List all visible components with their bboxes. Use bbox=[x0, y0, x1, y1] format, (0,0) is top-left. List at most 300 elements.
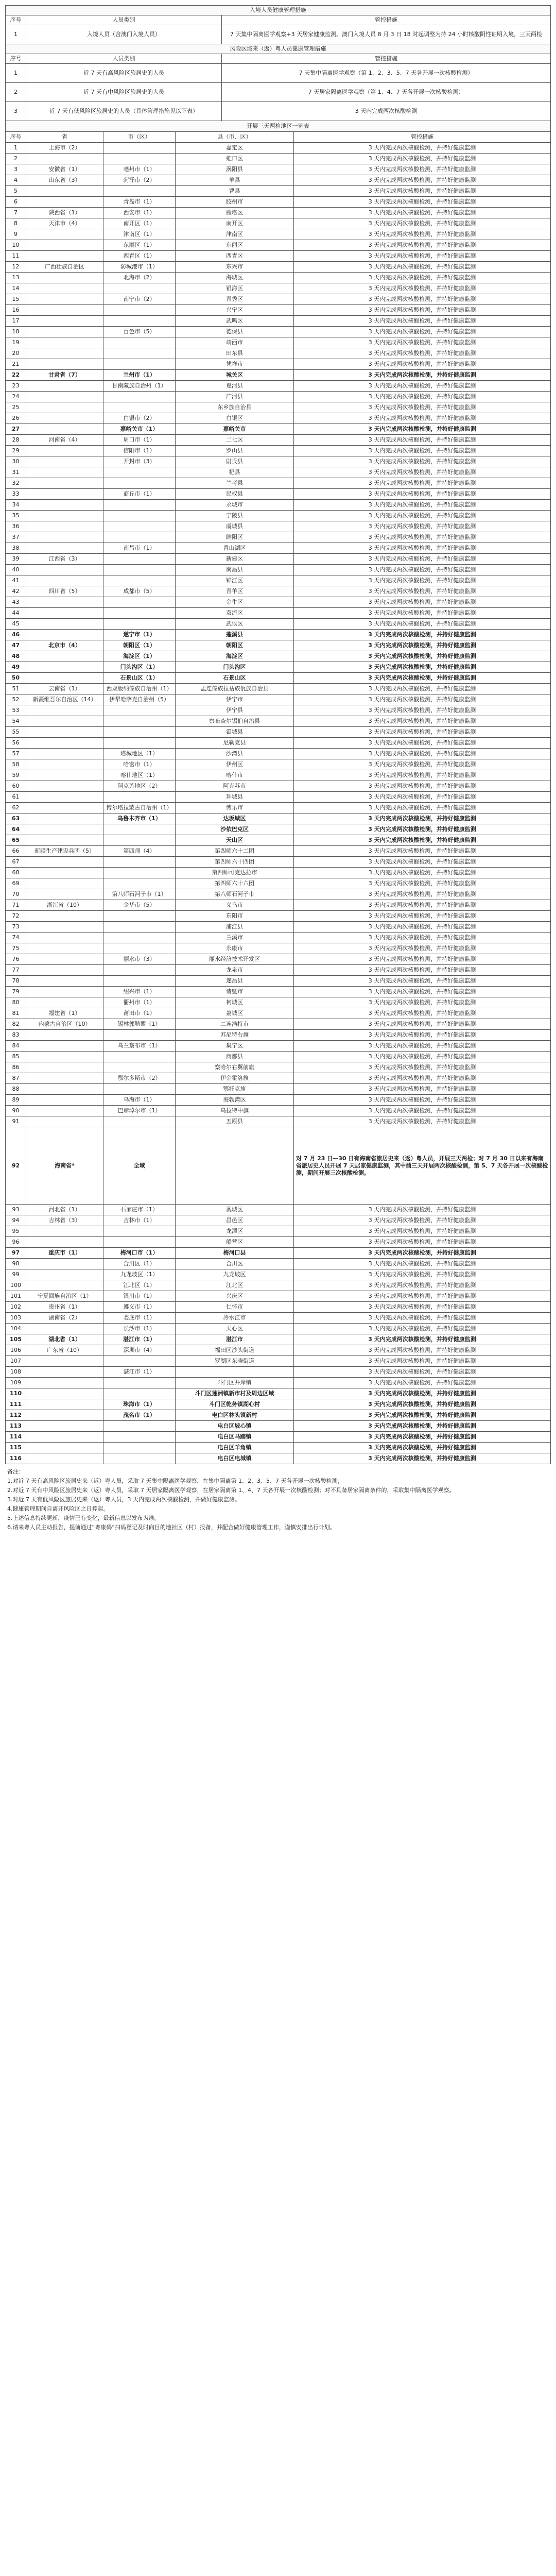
table-cell bbox=[26, 987, 103, 997]
table-row bbox=[6, 1106, 551, 1116]
table-cell bbox=[103, 1062, 176, 1073]
table-cell bbox=[26, 630, 103, 640]
table-cell bbox=[26, 511, 103, 521]
measure-cell: 3 天内完成两次核酸检测，并持好健康监测 bbox=[294, 381, 551, 392]
measure-cell: 3 天内完成两次核酸检测，并持好健康监测 bbox=[294, 1259, 551, 1269]
table-cell bbox=[176, 1367, 294, 1378]
table-cell: 单县 bbox=[176, 175, 294, 186]
table-cell bbox=[26, 705, 103, 716]
table-cell: 90 bbox=[6, 1106, 26, 1116]
table-cell: 47 bbox=[6, 640, 26, 651]
measure-cell: 3 天内完成两次核酸检测，并持好健康监测 bbox=[294, 1302, 551, 1313]
table-cell: 84 bbox=[6, 1041, 26, 1052]
measure-cell: 3 天内完成两次核酸检测，并持好健康监测 bbox=[294, 511, 551, 521]
table-row bbox=[6, 1019, 551, 1030]
table-cell bbox=[26, 500, 103, 511]
measure-cell: 3 天内完成两次核酸检测，并持好健康监测 bbox=[294, 900, 551, 911]
table-cell: 71 bbox=[6, 900, 26, 911]
table-row bbox=[6, 749, 551, 759]
table-cell bbox=[103, 1030, 176, 1041]
table-cell: 重庆市（1） bbox=[26, 1248, 103, 1259]
measure-cell: 3 天内完成两次核酸检测，并持好健康监测 bbox=[294, 1008, 551, 1019]
table-cell bbox=[103, 976, 176, 987]
table-cell: 95 bbox=[6, 1226, 26, 1237]
table-cell: 106 bbox=[6, 1345, 26, 1356]
table-cell: 电白区羊角镇 bbox=[176, 1443, 294, 1453]
table-cell: 72 bbox=[6, 911, 26, 922]
table-cell: 101 bbox=[6, 1291, 26, 1302]
table-row bbox=[6, 727, 551, 738]
measure-cell: 3 天内完成两次核酸检测，并持好健康监测 bbox=[294, 1345, 551, 1356]
table-cell: 石景山区（1） bbox=[103, 673, 176, 684]
table-cell: 博乐市 bbox=[176, 803, 294, 814]
table-row bbox=[6, 240, 551, 251]
measure-cell: 3 天内完成两次核酸检测，并持好健康监测 bbox=[294, 684, 551, 694]
table-row bbox=[6, 1116, 551, 1127]
table-row bbox=[6, 251, 551, 262]
measure-cell: 3 天内完成两次核酸检测，并持好健康监测 bbox=[294, 1205, 551, 1215]
measure-cell: 3 天内完成两次核酸检测，并持好健康监测 bbox=[294, 337, 551, 348]
table-row bbox=[6, 1432, 551, 1443]
table-cell: 苏尼特右旗 bbox=[176, 1030, 294, 1041]
table-cell bbox=[26, 662, 103, 673]
table-cell bbox=[26, 1073, 103, 1084]
measure-cell: 3 天内完成两次核酸检测，并持好健康监测 bbox=[294, 500, 551, 511]
table-cell: 海淀区 bbox=[176, 651, 294, 662]
table-cell: 64 bbox=[6, 824, 26, 835]
table-cell: 乌鲁木齐市（1） bbox=[103, 814, 176, 824]
table-row bbox=[6, 208, 551, 218]
table-cell: 38 bbox=[6, 543, 26, 554]
table-cell: 80 bbox=[6, 997, 26, 1008]
table-cell: 山东省（3） bbox=[26, 175, 103, 186]
measure-cell: 3 天内完成两次核酸检测，并持好健康监测 bbox=[294, 1215, 551, 1226]
table-cell: 伊犁哈萨克自治州（5） bbox=[103, 694, 176, 705]
table-cell: 朝阳区 bbox=[176, 640, 294, 651]
table-cell: 3 bbox=[6, 164, 26, 175]
table-row bbox=[6, 1367, 551, 1378]
table-cell: 柯城区 bbox=[176, 997, 294, 1008]
table-cell: 船营区 bbox=[176, 1237, 294, 1248]
table-row bbox=[6, 554, 551, 565]
column-header: 管控措施 bbox=[222, 54, 551, 64]
table-cell: 53 bbox=[6, 705, 26, 716]
table-cell bbox=[103, 943, 176, 954]
table-cell bbox=[103, 933, 176, 943]
measure-cell: 3 天内完成两次核酸检测，并持好健康监测 bbox=[294, 305, 551, 316]
table-cell: 13 bbox=[6, 273, 26, 283]
table-row bbox=[6, 413, 551, 424]
table-cell: 12 bbox=[6, 262, 26, 273]
table-cell: 新建区 bbox=[176, 554, 294, 565]
measure-cell: 3 天内完成两次核酸检测，并持好健康监测 bbox=[294, 197, 551, 208]
table-cell: 青秀区 bbox=[176, 294, 294, 305]
table-cell: 四川省（5） bbox=[26, 586, 103, 597]
measure-cell: 3 天内完成两次核酸检测，并持好健康监测 bbox=[294, 1095, 551, 1106]
table-row bbox=[6, 803, 551, 814]
table-cell: 石景山区 bbox=[176, 673, 294, 684]
table-cell bbox=[103, 1226, 176, 1237]
table-cell bbox=[26, 283, 103, 294]
table-cell bbox=[26, 1062, 103, 1073]
table-row bbox=[6, 943, 551, 954]
table-row bbox=[6, 294, 551, 305]
table-cell: 斗门区莲洲镇新市村及周边区域 bbox=[176, 1388, 294, 1399]
measure-cell: 3 天内完成两次核酸检测，并持好健康监测 bbox=[294, 835, 551, 846]
table-cell bbox=[103, 143, 176, 154]
table-cell: 44 bbox=[6, 608, 26, 619]
table-row bbox=[6, 770, 551, 781]
table-cell bbox=[26, 943, 103, 954]
table-cell: 62 bbox=[6, 803, 26, 814]
table-cell: 沙依巴克区 bbox=[176, 824, 294, 835]
measure-cell: 3 天内完成两次核酸检测，并持好健康监测 bbox=[294, 1106, 551, 1116]
table-cell: 南宁市（2） bbox=[103, 294, 176, 305]
table-cell bbox=[103, 824, 176, 835]
table-cell: 北海市（2） bbox=[103, 273, 176, 283]
table-cell: 福田区沙头街道 bbox=[176, 1345, 294, 1356]
table-cell bbox=[26, 240, 103, 251]
table-cell: 75 bbox=[6, 943, 26, 954]
table-cell: 河南省（4） bbox=[26, 435, 103, 446]
table-cell bbox=[26, 1084, 103, 1095]
measure-cell: 3 天内完成两次核酸检测，并持好健康监测 bbox=[294, 1443, 551, 1453]
table-cell: 石家庄市（1） bbox=[103, 1205, 176, 1215]
measure-cell: 3 天内完成两次核酸检测，并持好健康监测 bbox=[294, 749, 551, 759]
table-cell: 43 bbox=[6, 597, 26, 608]
table-cell: 菏泽市（2） bbox=[103, 175, 176, 186]
column-header: 人员类别 bbox=[26, 15, 222, 25]
table-cell: 94 bbox=[6, 1215, 26, 1226]
table-row bbox=[6, 370, 551, 381]
table-cell: 周口市（1） bbox=[103, 435, 176, 446]
table-row bbox=[6, 435, 551, 446]
measure-cell: 3 天内完成两次核酸检测，并持好健康监测 bbox=[294, 846, 551, 857]
table-cell: 双流区 bbox=[176, 608, 294, 619]
measure-cell: 3 天内完成两次核酸检测，并持好健康监测 bbox=[294, 251, 551, 262]
measure-cell: 3 天内完成两次核酸检测，并持好健康监测 bbox=[294, 1432, 551, 1443]
table-cell: 朝阳区（1） bbox=[103, 640, 176, 651]
table-cell: 83 bbox=[6, 1030, 26, 1041]
measure-cell: 3 天内完成两次核酸检测，并持好健康监测 bbox=[294, 164, 551, 175]
table-cell: 蓬溪县 bbox=[176, 630, 294, 640]
note-line: 1.对近 7 天有高风险区旅居史来（返）粤人员，采取 7 天集中隔离医学观察，在集中隔离第 1、2、3、5、7 天各开展一次核酸检测； bbox=[7, 1478, 343, 1484]
table-cell: 76 bbox=[6, 954, 26, 965]
table-row bbox=[6, 1280, 551, 1291]
table-cell: 17 bbox=[6, 316, 26, 327]
table-cell bbox=[26, 489, 103, 500]
table-cell bbox=[26, 889, 103, 900]
table-cell: 商丘市（1） bbox=[103, 489, 176, 500]
table-cell bbox=[26, 619, 103, 630]
table-row bbox=[6, 1324, 551, 1334]
table-row bbox=[6, 857, 551, 868]
table-cell bbox=[103, 878, 176, 889]
table-cell bbox=[103, 1052, 176, 1062]
table-cell bbox=[26, 327, 103, 337]
table-cell: 3 bbox=[6, 102, 26, 121]
table-cell bbox=[103, 554, 176, 565]
table-cell: 电白区林头镇新村 bbox=[176, 1410, 294, 1421]
table-cell: 察哈尔右翼前旗 bbox=[176, 1062, 294, 1073]
table-row bbox=[6, 1388, 551, 1399]
measure-cell: 3 天内完成两次核酸检测，并持好健康监测 bbox=[294, 554, 551, 565]
table-cell: 信阳市（1） bbox=[103, 446, 176, 456]
table-cell: 伊宁市 bbox=[176, 694, 294, 705]
measure-cell: 3 天内完成两次核酸检测，并持好健康监测 bbox=[294, 586, 551, 597]
table-cell bbox=[26, 1226, 103, 1237]
table-cell bbox=[103, 608, 176, 619]
table-row bbox=[6, 651, 551, 662]
table-cell: 曹县 bbox=[176, 186, 294, 197]
table-row bbox=[6, 922, 551, 933]
table-cell: 遂昌县 bbox=[176, 976, 294, 987]
table-row bbox=[6, 824, 551, 835]
table-row bbox=[6, 446, 551, 456]
table-cell: 33 bbox=[6, 489, 26, 500]
table-cell: 内蒙古自治区（10） bbox=[26, 1019, 103, 1030]
table-cell: 罗湖区东晓街道 bbox=[176, 1356, 294, 1367]
measure-cell: 3 天内完成两次核酸检测，并持好健康监测 bbox=[294, 608, 551, 619]
table-cell: 海城区 bbox=[176, 273, 294, 283]
table-cell: 57 bbox=[6, 749, 26, 759]
table-cell: 达坂城区 bbox=[176, 814, 294, 824]
table-row bbox=[6, 997, 551, 1008]
table-cell: 兰考县 bbox=[176, 478, 294, 489]
table-cell: 陕西省（1） bbox=[26, 208, 103, 218]
measure-cell: 3 天内完成两次核酸检测，并持好健康监测 bbox=[294, 954, 551, 965]
measure-cell: 3 天内完成两次核酸检测，并持好健康监测 bbox=[294, 987, 551, 997]
table-cell: 42 bbox=[6, 586, 26, 597]
table-cell: 靖西市 bbox=[176, 337, 294, 348]
table-cell bbox=[103, 348, 176, 359]
table-cell: 55 bbox=[6, 727, 26, 738]
table-cell: 108 bbox=[6, 1367, 26, 1378]
table-row bbox=[6, 640, 551, 651]
table-cell bbox=[103, 1084, 176, 1095]
table-cell: 32 bbox=[6, 478, 26, 489]
table-cell bbox=[26, 673, 103, 684]
table-cell bbox=[103, 1378, 176, 1388]
table-row bbox=[6, 273, 551, 283]
table-cell: 海淀区（1） bbox=[103, 651, 176, 662]
measure-cell: 3 天内完成两次核酸检测，并持好健康监测 bbox=[294, 1019, 551, 1030]
table-cell: 城关区 bbox=[176, 370, 294, 381]
measure-cell: 3 天内完成两次核酸检测，并持好健康监测 bbox=[294, 1421, 551, 1432]
table-cell: 鄂尔多斯市（2） bbox=[103, 1073, 176, 1084]
measure-cell: 3 天内完成两次核酸检测，并持好健康监测 bbox=[294, 456, 551, 467]
table-cell: 阿克苏地区（2） bbox=[103, 781, 176, 792]
table-cell bbox=[26, 348, 103, 359]
measure-cell: 3 天内完成两次核酸检测，并持好健康监测 bbox=[294, 348, 551, 359]
table-cell: 哈密市（1） bbox=[103, 759, 176, 770]
table-row bbox=[6, 186, 551, 197]
table-row bbox=[6, 684, 551, 694]
table-cell bbox=[26, 337, 103, 348]
table-cell bbox=[103, 467, 176, 478]
table-row bbox=[6, 933, 551, 943]
table-cell bbox=[103, 1356, 176, 1367]
table-cell: 79 bbox=[6, 987, 26, 997]
table-cell: 89 bbox=[6, 1095, 26, 1106]
table-cell bbox=[26, 835, 103, 846]
table-cell bbox=[26, 933, 103, 943]
table-cell bbox=[103, 337, 176, 348]
table-cell bbox=[26, 1432, 103, 1443]
table-cell: 102 bbox=[6, 1302, 26, 1313]
table-row bbox=[6, 154, 551, 164]
table-cell: 109 bbox=[6, 1378, 26, 1388]
entry-management-table bbox=[5, 5, 551, 44]
table-cell: 7 天集中隔离医学观察+3 天居家健康监测。澳门入境人员 8 月 3 日 18 时起调整为持 24 小时核酸阴性证明入境，三天两检 bbox=[222, 25, 551, 44]
table-cell: 全域 bbox=[103, 1127, 176, 1205]
table-cell bbox=[26, 922, 103, 933]
table-cell: 66 bbox=[6, 846, 26, 857]
table-cell bbox=[26, 857, 103, 868]
table-row bbox=[6, 229, 551, 240]
table-cell: 近 7 天有中风险区旅居史的人员 bbox=[26, 83, 222, 102]
table-cell: 98 bbox=[6, 1259, 26, 1269]
table-row bbox=[6, 511, 551, 521]
table-cell bbox=[26, 878, 103, 889]
table-cell: 第八师石河子市 bbox=[176, 889, 294, 900]
table-cell bbox=[26, 1378, 103, 1388]
measure-cell: 3 天内完成两次核酸检测，并持好健康监测 bbox=[294, 370, 551, 381]
area-rows bbox=[6, 143, 551, 1464]
table-cell: 广西壮族自治区 bbox=[26, 262, 103, 273]
table-cell bbox=[103, 1432, 176, 1443]
table-row bbox=[6, 1052, 551, 1062]
table-cell: 29 bbox=[6, 446, 26, 456]
table-cell bbox=[26, 1367, 103, 1378]
measure-cell: 3 天内完成两次核酸检测，并持好健康监测 bbox=[294, 619, 551, 630]
table-row bbox=[6, 1073, 551, 1084]
table-cell: 察布查尔锡伯自治县 bbox=[176, 716, 294, 727]
table-cell: 湖南省（2） bbox=[26, 1313, 103, 1324]
table-row bbox=[6, 911, 551, 922]
table-cell: 北京市（4） bbox=[26, 640, 103, 651]
table-cell: 青羊区 bbox=[176, 586, 294, 597]
table-row bbox=[6, 1095, 551, 1106]
table-cell bbox=[103, 565, 176, 575]
table-cell bbox=[26, 1453, 103, 1464]
table-cell bbox=[103, 521, 176, 532]
measure-cell: 3 天内完成两次核酸检测，并持好健康监测 bbox=[294, 997, 551, 1008]
note-line: 5.上述信息持续更新，疫情已有变化，最新信息以发布为准。 bbox=[7, 1515, 160, 1521]
table-cell: 第八师石河子市（1） bbox=[103, 889, 176, 900]
table-cell bbox=[26, 1421, 103, 1432]
table-cell bbox=[26, 770, 103, 781]
table-cell: 9 bbox=[6, 229, 26, 240]
measure-cell: 3 天内完成两次核酸检测，并持好健康监测 bbox=[294, 868, 551, 878]
measure-cell: 3 天内完成两次核酸检测，并持好健康监测 bbox=[294, 705, 551, 716]
measure-cell: 3 天内完成两次核酸检测，并持好健康监测 bbox=[294, 446, 551, 456]
table-row bbox=[6, 965, 551, 976]
table-cell: 30 bbox=[6, 456, 26, 467]
table-cell bbox=[26, 273, 103, 283]
table-cell: 18 bbox=[6, 327, 26, 337]
table-cell bbox=[26, 954, 103, 965]
table-cell: 甘肃省（7） bbox=[26, 370, 103, 381]
table-cell: 锡林郭勒盟（1） bbox=[103, 1019, 176, 1030]
table-cell bbox=[26, 197, 103, 208]
table-row bbox=[6, 143, 551, 154]
table-cell: 湛江市（1） bbox=[103, 1334, 176, 1345]
section-title: 风险区域来（返）粤人员健康管理措施 bbox=[6, 44, 551, 54]
table-row bbox=[6, 1410, 551, 1421]
table-cell bbox=[103, 478, 176, 489]
table-cell: 7 天集中隔离医学观察（第 1、2、3、5、7 天各开展一次核酸检测） bbox=[222, 64, 551, 83]
table-cell: 26 bbox=[6, 413, 26, 424]
measure-cell: 3 天内完成两次核酸检测，并持好健康监测 bbox=[294, 662, 551, 673]
table-cell: 59 bbox=[6, 770, 26, 781]
table-cell: 东阳市 bbox=[176, 911, 294, 922]
table-cell: 成都市（5） bbox=[103, 586, 176, 597]
table-cell: 娄底市（1） bbox=[103, 1313, 176, 1324]
table-cell bbox=[103, 727, 176, 738]
table-row bbox=[6, 1313, 551, 1324]
table-cell: 藁城区 bbox=[176, 1205, 294, 1215]
table-cell bbox=[103, 283, 176, 294]
table-row bbox=[6, 976, 551, 987]
table-cell: 嘉定区 bbox=[176, 143, 294, 154]
measure-cell: 3 天内完成两次核酸检测，并持好健康监测 bbox=[294, 770, 551, 781]
table-row bbox=[6, 197, 551, 208]
table-cell: 61 bbox=[6, 792, 26, 803]
measure-cell: 3 天内完成两次核酸检测，并持好健康监测 bbox=[294, 478, 551, 489]
measure-cell: 3 天内完成两次核酸检测，并持好健康监测 bbox=[294, 922, 551, 933]
table-row bbox=[6, 619, 551, 630]
table-cell bbox=[26, 1237, 103, 1248]
table-cell: 安徽省（1） bbox=[26, 164, 103, 175]
table-row bbox=[6, 1041, 551, 1052]
table-cell bbox=[26, 1052, 103, 1062]
table-row bbox=[6, 759, 551, 770]
table-cell: 81 bbox=[6, 1008, 26, 1019]
table-cell: 诸暨市 bbox=[176, 987, 294, 997]
table-cell: 105 bbox=[6, 1334, 26, 1345]
table-row bbox=[6, 1259, 551, 1269]
table-cell: 74 bbox=[6, 933, 26, 943]
table-row bbox=[6, 1127, 551, 1205]
measure-cell: 3 天内完成两次核酸检测，并持好健康监测 bbox=[294, 1226, 551, 1237]
table-cell: 上海市（2） bbox=[26, 143, 103, 154]
table-row bbox=[6, 543, 551, 554]
measure-cell: 3 天内完成两次核酸检测，并持好健康监测 bbox=[294, 489, 551, 500]
table-cell bbox=[103, 597, 176, 608]
table-cell: 塔城地区（1） bbox=[103, 749, 176, 759]
table-cell: 96 bbox=[6, 1237, 26, 1248]
table-cell: 九龙坡区（1） bbox=[103, 1269, 176, 1280]
table-cell bbox=[103, 716, 176, 727]
table-cell: 民权县 bbox=[176, 489, 294, 500]
table-row bbox=[6, 456, 551, 467]
table-cell bbox=[26, 575, 103, 586]
table-cell: 拜城县 bbox=[176, 792, 294, 803]
note-line: 备注： bbox=[7, 1468, 24, 1475]
table-cell: 喀什市 bbox=[176, 770, 294, 781]
table-cell: 丽水经济技术开发区 bbox=[176, 954, 294, 965]
table-cell: 西双版纳傣族自治州（1） bbox=[103, 684, 176, 694]
table-cell: 商都县 bbox=[176, 1052, 294, 1062]
table-cell: 南开区 bbox=[176, 218, 294, 229]
measure-cell: 3 天内完成两次核酸检测，并持好健康监测 bbox=[294, 857, 551, 868]
table-cell bbox=[26, 521, 103, 532]
table-cell bbox=[103, 868, 176, 878]
table-cell bbox=[103, 1443, 176, 1453]
table-cell: 100 bbox=[6, 1280, 26, 1291]
table-cell: 2 bbox=[6, 154, 26, 164]
